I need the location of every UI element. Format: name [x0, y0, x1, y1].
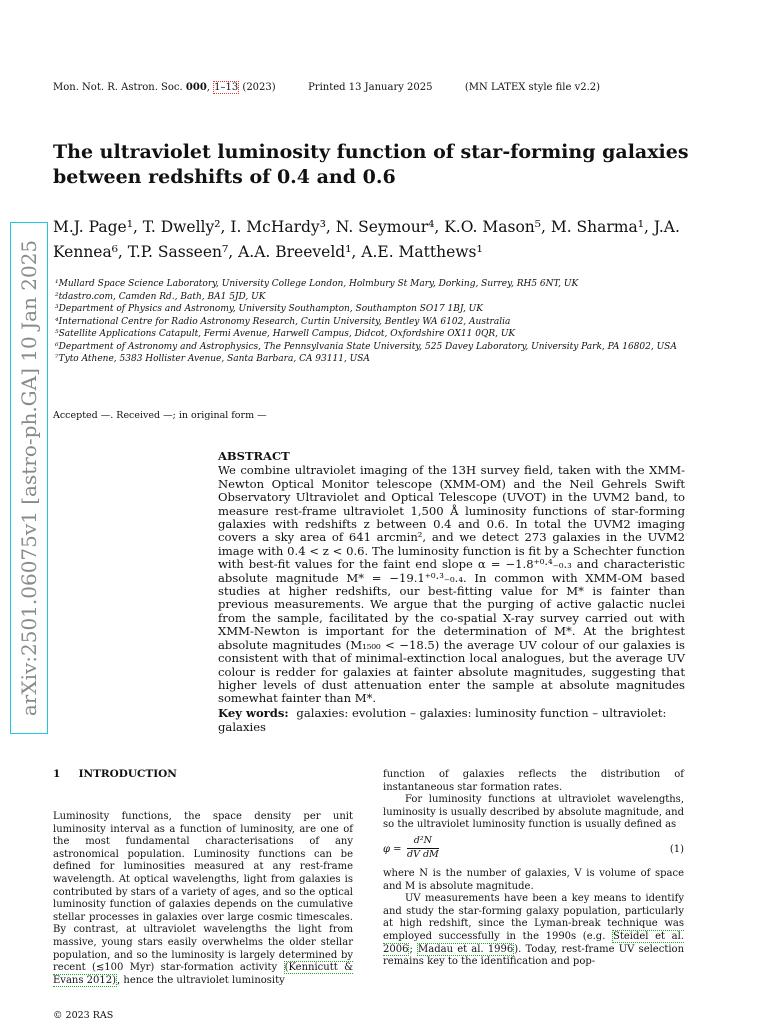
intro-paragraph: Luminosity functions, the space density per unit luminosity interval as a function of luminosity, are one of the most fundamental characterisations of any astronomical population. Luminosity functions can be defined for luminosities measured at any rest-frame wavelength. At optical wavelengths, light from galaxies is contributed by stars of a variety of ages, and so the optical luminosity function of galaxies depends on the cumulative stellar processes in galaxies over large cosmic timescales. By contrast, at ultraviolet wavelengths the light from massive, young stars easily overwhelms the older stellar population, and so the luminosity is largely determined by recent (≲100 Myr) star-formation activity: [53, 811, 353, 974]
intro-paragraph-tail: , hence the ultraviolet luminosity: [117, 974, 285, 986]
paragraph-tail: ). Today, rest-frame UV selection remains key to the identification and pop-: [383, 943, 685, 968]
section-number: 1: [53, 768, 61, 780]
author-list: M.J. Page¹, T. Dwelly², I. McHardy³, N. Seymour⁴, K.O. Mason⁵, M. Sharma¹, J.A. Kennea⁶, T.P. Sasseen⁷, A.A. Breeveld¹, A.E. Matthews¹: [53, 218, 680, 261]
paragraph: function of galaxies reflects the distribution of instantaneous star formation rates.: [383, 769, 684, 793]
journal-year: (2023): [242, 82, 276, 93]
copyright-footer: © 2023 RAS: [53, 1010, 114, 1021]
affiliation: ¹Mullard Space Science Laboratory, University College London, Holmbury St Mary, Dorking, Surrey, RH5 6NT, UK: [55, 279, 579, 289]
journal-name: Mon. Not. R. Astron. Soc.: [53, 82, 183, 93]
citation-separator: ;: [409, 943, 413, 955]
affiliation: ⁴International Centre for Radio Astronomy Research, Curtin University, Bentley WA 6102, Australia: [55, 316, 511, 327]
equation-lhs: φ =: [383, 843, 402, 855]
section-heading: [53, 768, 177, 780]
keywords-label: Key words:: [218, 706, 289, 720]
page-range-link[interactable]: 1–13: [214, 82, 239, 93]
paragraph: [383, 893, 684, 969]
equation-denominator: dV dM: [407, 848, 439, 860]
printed-date: Printed 13 January 2025: [308, 82, 433, 93]
equation-1: [383, 835, 684, 865]
equation-numerator: d²N: [407, 835, 439, 849]
arxiv-stamp-link[interactable]: [10, 222, 48, 734]
journal-volume: 000: [185, 82, 207, 93]
affiliation: ⁵Satellite Applications Catapult, Fermi Avenue, Harwell Campus, Didcot, Oxfordshire OX11 0QR, UK: [55, 329, 516, 339]
style-file: (MN LATEX style file v2.2): [464, 82, 601, 93]
paragraph: For luminosity functions at ultraviolet wavelengths, luminosity is usually described by absolute magnitude, and so the ultraviolet luminosity function is usually defined as: [383, 794, 684, 831]
running-header: Mon. Not. R. Astron. Soc. 000, 1–13 (2023) Printed 13 January 2025 (MN LATEX style file v2.2): [53, 82, 601, 93]
equation-fraction: [407, 835, 439, 861]
section-title: INTRODUCTION: [78, 768, 177, 780]
citation-link[interactable]: (Kennicutt & Evans 2012): [53, 962, 353, 986]
affiliation-list: [55, 278, 735, 366]
affiliation: ³Department of Physics and Astronomy, University Southampton, Southampton SO17 1BJ, UK: [55, 304, 483, 314]
arxiv-stamp-text: arXiv:2501.06075v1 [astro-ph.GA] 10 Jan 2025: [17, 239, 41, 717]
affiliation: ²tdastro.com, Camden Rd., Bath, BA1 5JD, UK: [55, 291, 266, 302]
paper-title: The ultraviolet luminosity function of star-forming galaxies between redshifts of 0.4 and 0.6: [53, 141, 689, 188]
affiliation: ⁶Department of Astronomy and Astrophysics, The Pennsylvania State University, 525 Davey Laboratory, University Park, PA 16802, USA: [55, 341, 677, 352]
equation-label: (1): [669, 843, 684, 855]
left-column: [53, 811, 353, 987]
citation-link[interactable]: Steidel et al. 2006: [383, 930, 685, 955]
abstract-text: We combine ultraviolet imaging of the 13H survey field, taken with the XMM-Newton Optical Monitor telescope (XMM-OM) and the Neil Gehrels Swift Observatory Ultraviolet and Optical Telescope (UVOT) in the UVM2 band, to measure rest-frame ultraviolet 1,500 Å luminosity functions of star-forming galaxies with redshifts z between 0.4 and 0.6. In total the UVM2 imaging covers a sky area of 641 arcmin², and we detect 273 galaxies in the UVM2 image with 0.4 < z < 0.6. The luminosity function is fit by a Schechter function with best-fit values for the faint end slope α = −1.8⁺⁰·⁴₋₀.₃ and characteristic absolute magnitude M* = −19.1⁺⁰·³₋₀.₄. In common with XMM-OM based studies at higher redshifts, our best-fitting value for M* is fainter than previous measurements. We argue that the purging of active galactic nuclei from the sample, facilitated by the co-spatial X-ray survey carried out with XMM-Newton is important for the determination of M*. At the brightest absolute magnitudes (M₁₅₀₀ < −18.5) the average UV colour of our galaxies is consistent with that of minimal-extinction local analogues, but the average UV colour is redder for galaxies at fainter absolute magnitudes, suggesting that higher levels of dust attenuation enter the sample at absolute magnitudes somewhat fainter than M*.: [218, 463, 685, 706]
right-column: [383, 769, 684, 969]
paragraph-text: UV measurements have been a key means to identify and study the star-forming galaxy population, particularly at high redshift, since the Lyman-break technique was employed successfully in the 1990s (e.g.: [383, 893, 684, 942]
affiliation: ⁷Tyto Athene, 5383 Hollister Avenue, Santa Barbara, CA 93111, USA: [55, 354, 370, 364]
citation-link[interactable]: Madau et al. 1996: [418, 943, 514, 955]
abstract-block: [218, 450, 685, 706]
accepted-line: Accepted —. Received —; in original form —: [53, 410, 267, 421]
keywords-text: galaxies: evolution – galaxies: luminosity function – ultraviolet: galaxies: [218, 706, 667, 734]
abstract-heading: ABSTRACT: [218, 449, 290, 463]
paragraph: where N is the number of galaxies, V is volume of space and M is absolute magnitude.: [383, 867, 684, 892]
keywords: [218, 706, 688, 734]
